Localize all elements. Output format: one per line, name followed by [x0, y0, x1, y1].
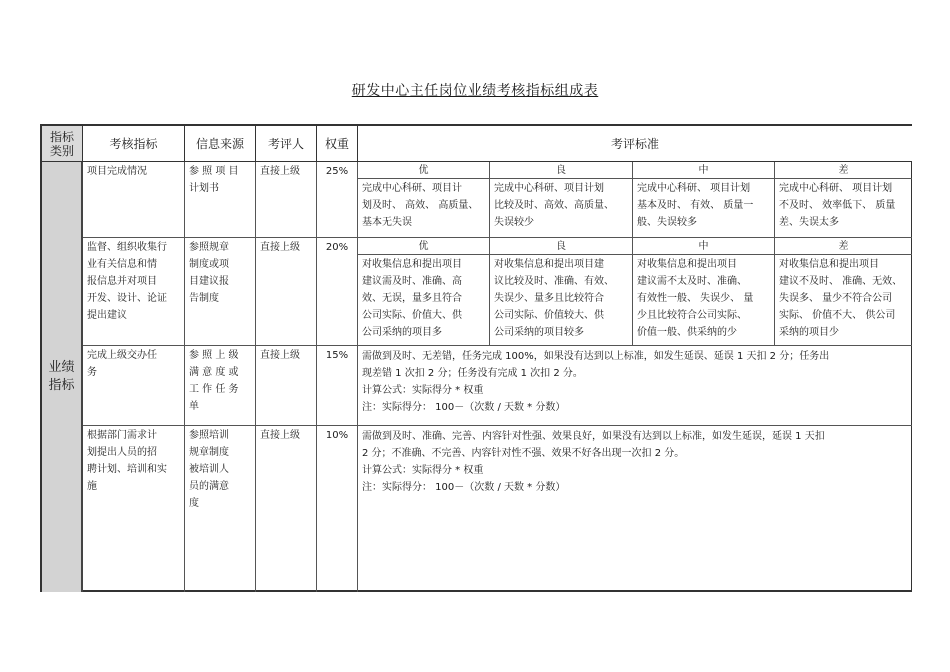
text-line: 施	[87, 481, 97, 492]
row-1-grade-good: 良	[490, 162, 633, 179]
text-line: 完成中心科研、项目计划	[494, 183, 604, 194]
row-2-source	[185, 238, 256, 346]
row-1-indicator	[83, 162, 185, 238]
text-line: 公司实际、价值大、供	[362, 310, 462, 321]
text-line: 不及时、 效率低下、 质量	[779, 200, 896, 211]
category-line: 业绩	[48, 360, 75, 375]
row-2-standard-good	[490, 255, 633, 346]
header-source: 信息来源	[185, 126, 256, 162]
header-category	[42, 126, 83, 162]
text-line: 告制度	[189, 293, 219, 304]
text-line: 规章制度	[189, 447, 229, 458]
text-line: 比较及时、高效、高质量、	[494, 200, 614, 211]
text-line: 计划书	[189, 183, 219, 194]
text-line: 完成中心科研、项目计	[362, 183, 462, 194]
row-1-standard-excellent	[358, 179, 490, 238]
header-category-line: 类别	[49, 143, 74, 158]
text-line: 价值一般、供采纳的少	[637, 327, 737, 338]
text-line: 失误多、 量少不符合公司	[779, 293, 893, 304]
header-weight: 权重	[317, 126, 358, 162]
text-line: 公司实际、价值较大、供	[494, 310, 604, 321]
text-line: 计算公式：实际得分 * 权重	[362, 385, 484, 396]
text-line: 注：实际得分： 100－（次数 / 天数 * 分数）	[362, 402, 566, 413]
text-line: 监督、组织收集行	[87, 242, 167, 253]
text-line: 失误少、量多且比较符合	[494, 293, 604, 304]
text-line: 单	[189, 401, 199, 412]
text-line: 项目完成情况	[87, 166, 147, 177]
row-3-weight: 15%	[317, 346, 358, 426]
row-1-evaluator: 直接上级	[256, 162, 317, 238]
header-standard: 考评标准	[358, 126, 912, 162]
text-line: 差、失误太多	[779, 217, 839, 228]
page-title: 研发中心主任岗位业绩考核指标组成表	[351, 83, 599, 99]
text-line: 开发、设计、论证	[87, 293, 167, 304]
text-line: 参照培训	[189, 430, 229, 441]
text-line: 完成上级交办任	[87, 350, 157, 361]
row-4-weight: 10%	[317, 426, 358, 592]
text-line: 对收集信息和提出项目	[637, 259, 737, 270]
row-2-standard-medium	[633, 255, 775, 346]
text-line: 计算公式：实际得分 * 权重	[362, 465, 484, 476]
text-line: 完成中心科研、 项目计划	[637, 183, 751, 194]
text-line: 采纳的项目少	[779, 327, 839, 338]
row-3-source	[185, 346, 256, 426]
text-line: 效、无误，量多且符合	[362, 293, 462, 304]
text-line: 少且比较符合公司实际、	[637, 310, 747, 321]
text-line: 基本无失误	[362, 217, 412, 228]
row-2-standard-excellent	[358, 255, 490, 346]
row-4-source	[185, 426, 256, 592]
row-1-standard-poor	[775, 179, 912, 238]
text-line: 需做到及时、准确、完善、内容针对性强、效果良好，如果没有达到以上标准，如发生延误，延误 1 天扣	[362, 431, 825, 442]
text-line: 建议需不太及时、准确、	[637, 276, 747, 287]
text-line: 被培训人	[189, 464, 229, 475]
text-line: 根据部门需求计	[87, 430, 157, 441]
row-2-grade-poor: 差	[775, 238, 912, 255]
row-1-grade-poor: 差	[775, 162, 912, 179]
text-line: 公司采纳的项目较多	[494, 327, 584, 338]
text-line: 议比较及时、准确、有效、	[494, 276, 614, 287]
category-line: 指标	[48, 378, 75, 393]
text-line: 2 分；不准确、不完善、内容针对性不强、效果不好各出现一次扣 2 分。	[362, 448, 685, 459]
text-line: 建议不及时、 准确、无效、	[779, 276, 903, 287]
row-3-indicator	[83, 346, 185, 426]
row-2-evaluator: 直接上级	[256, 238, 317, 346]
text-line: 建议需及时、准确、高	[362, 276, 462, 287]
text-line: 业有关信息和情	[87, 259, 157, 270]
header-category-line: 指标	[49, 129, 74, 144]
text-line: 需做到及时、无差错，任务完成 100%，如果没有达到以上标准，如发生延误、延误 1 天扣 2 分；任务出	[362, 351, 830, 362]
header-evaluator: 考评人	[256, 126, 317, 162]
row-2-indicator	[83, 238, 185, 346]
text-line: 员的满意	[189, 481, 229, 492]
kpi-table	[40, 124, 912, 592]
text-line: 般、失误较多	[637, 217, 697, 228]
text-line: 目建议报	[189, 276, 229, 287]
text-line: 完成中心科研、 项目计划	[779, 183, 893, 194]
category-cell	[42, 162, 83, 592]
text-line: 提出建议	[87, 310, 127, 321]
text-line: 参 照 上 级	[189, 350, 239, 361]
text-line: 失误较少	[494, 217, 534, 228]
text-line: 聘计划、培训和实	[87, 464, 167, 475]
text-line: 对收集信息和提出项目建	[494, 259, 604, 270]
row-1-source	[185, 162, 256, 238]
text-line: 公司采纳的项目多	[362, 327, 442, 338]
text-line: 有效性一般、 失误少、 量	[637, 293, 754, 304]
text-line: 注：实际得分： 100－（次数 / 天数 * 分数）	[362, 482, 566, 493]
row-1-grade-medium: 中	[633, 162, 775, 179]
row-2-grade-medium: 中	[633, 238, 775, 255]
row-1-standard-good	[490, 179, 633, 238]
row-2-standard-poor	[775, 255, 912, 346]
text-line: 工 作 任 务	[189, 384, 239, 395]
row-2-grade-excellent: 优	[358, 238, 490, 255]
text-line: 现差错 1 次扣 2 分；任务没有完成 1 次扣 2 分。	[362, 368, 583, 379]
text-line: 对收集信息和提出项目	[779, 259, 879, 270]
row-4-indicator	[83, 426, 185, 592]
text-line: 满 意 度 或	[189, 367, 239, 378]
row-1-grade-excellent: 优	[358, 162, 490, 179]
row-1-standard-medium	[633, 179, 775, 238]
text-line: 基本及时、 有效、 质量一	[637, 200, 754, 211]
row-3-standard	[358, 346, 912, 426]
text-line: 划及时、 高效、 高质量、	[362, 200, 479, 211]
row-1-weight: 25%	[317, 162, 358, 238]
text-line: 制度或项	[189, 259, 229, 270]
header-indicator: 考核指标	[83, 126, 185, 162]
text-line: 参 照 项 目	[189, 166, 239, 177]
text-line: 实际、 价值不大、 供公司	[779, 310, 896, 321]
row-2-grade-good: 良	[490, 238, 633, 255]
row-4-standard	[358, 426, 912, 592]
text-line: 划提出人员的招	[87, 447, 157, 458]
row-4-evaluator: 直接上级	[256, 426, 317, 592]
text-line: 参照规章	[189, 242, 229, 253]
row-3-evaluator: 直接上级	[256, 346, 317, 426]
text-line: 报信息并对项目	[87, 276, 157, 287]
text-line: 对收集信息和提出项目	[362, 259, 462, 270]
text-line: 度	[189, 498, 199, 509]
row-2-weight: 20%	[317, 238, 358, 346]
text-line: 务	[87, 367, 97, 378]
